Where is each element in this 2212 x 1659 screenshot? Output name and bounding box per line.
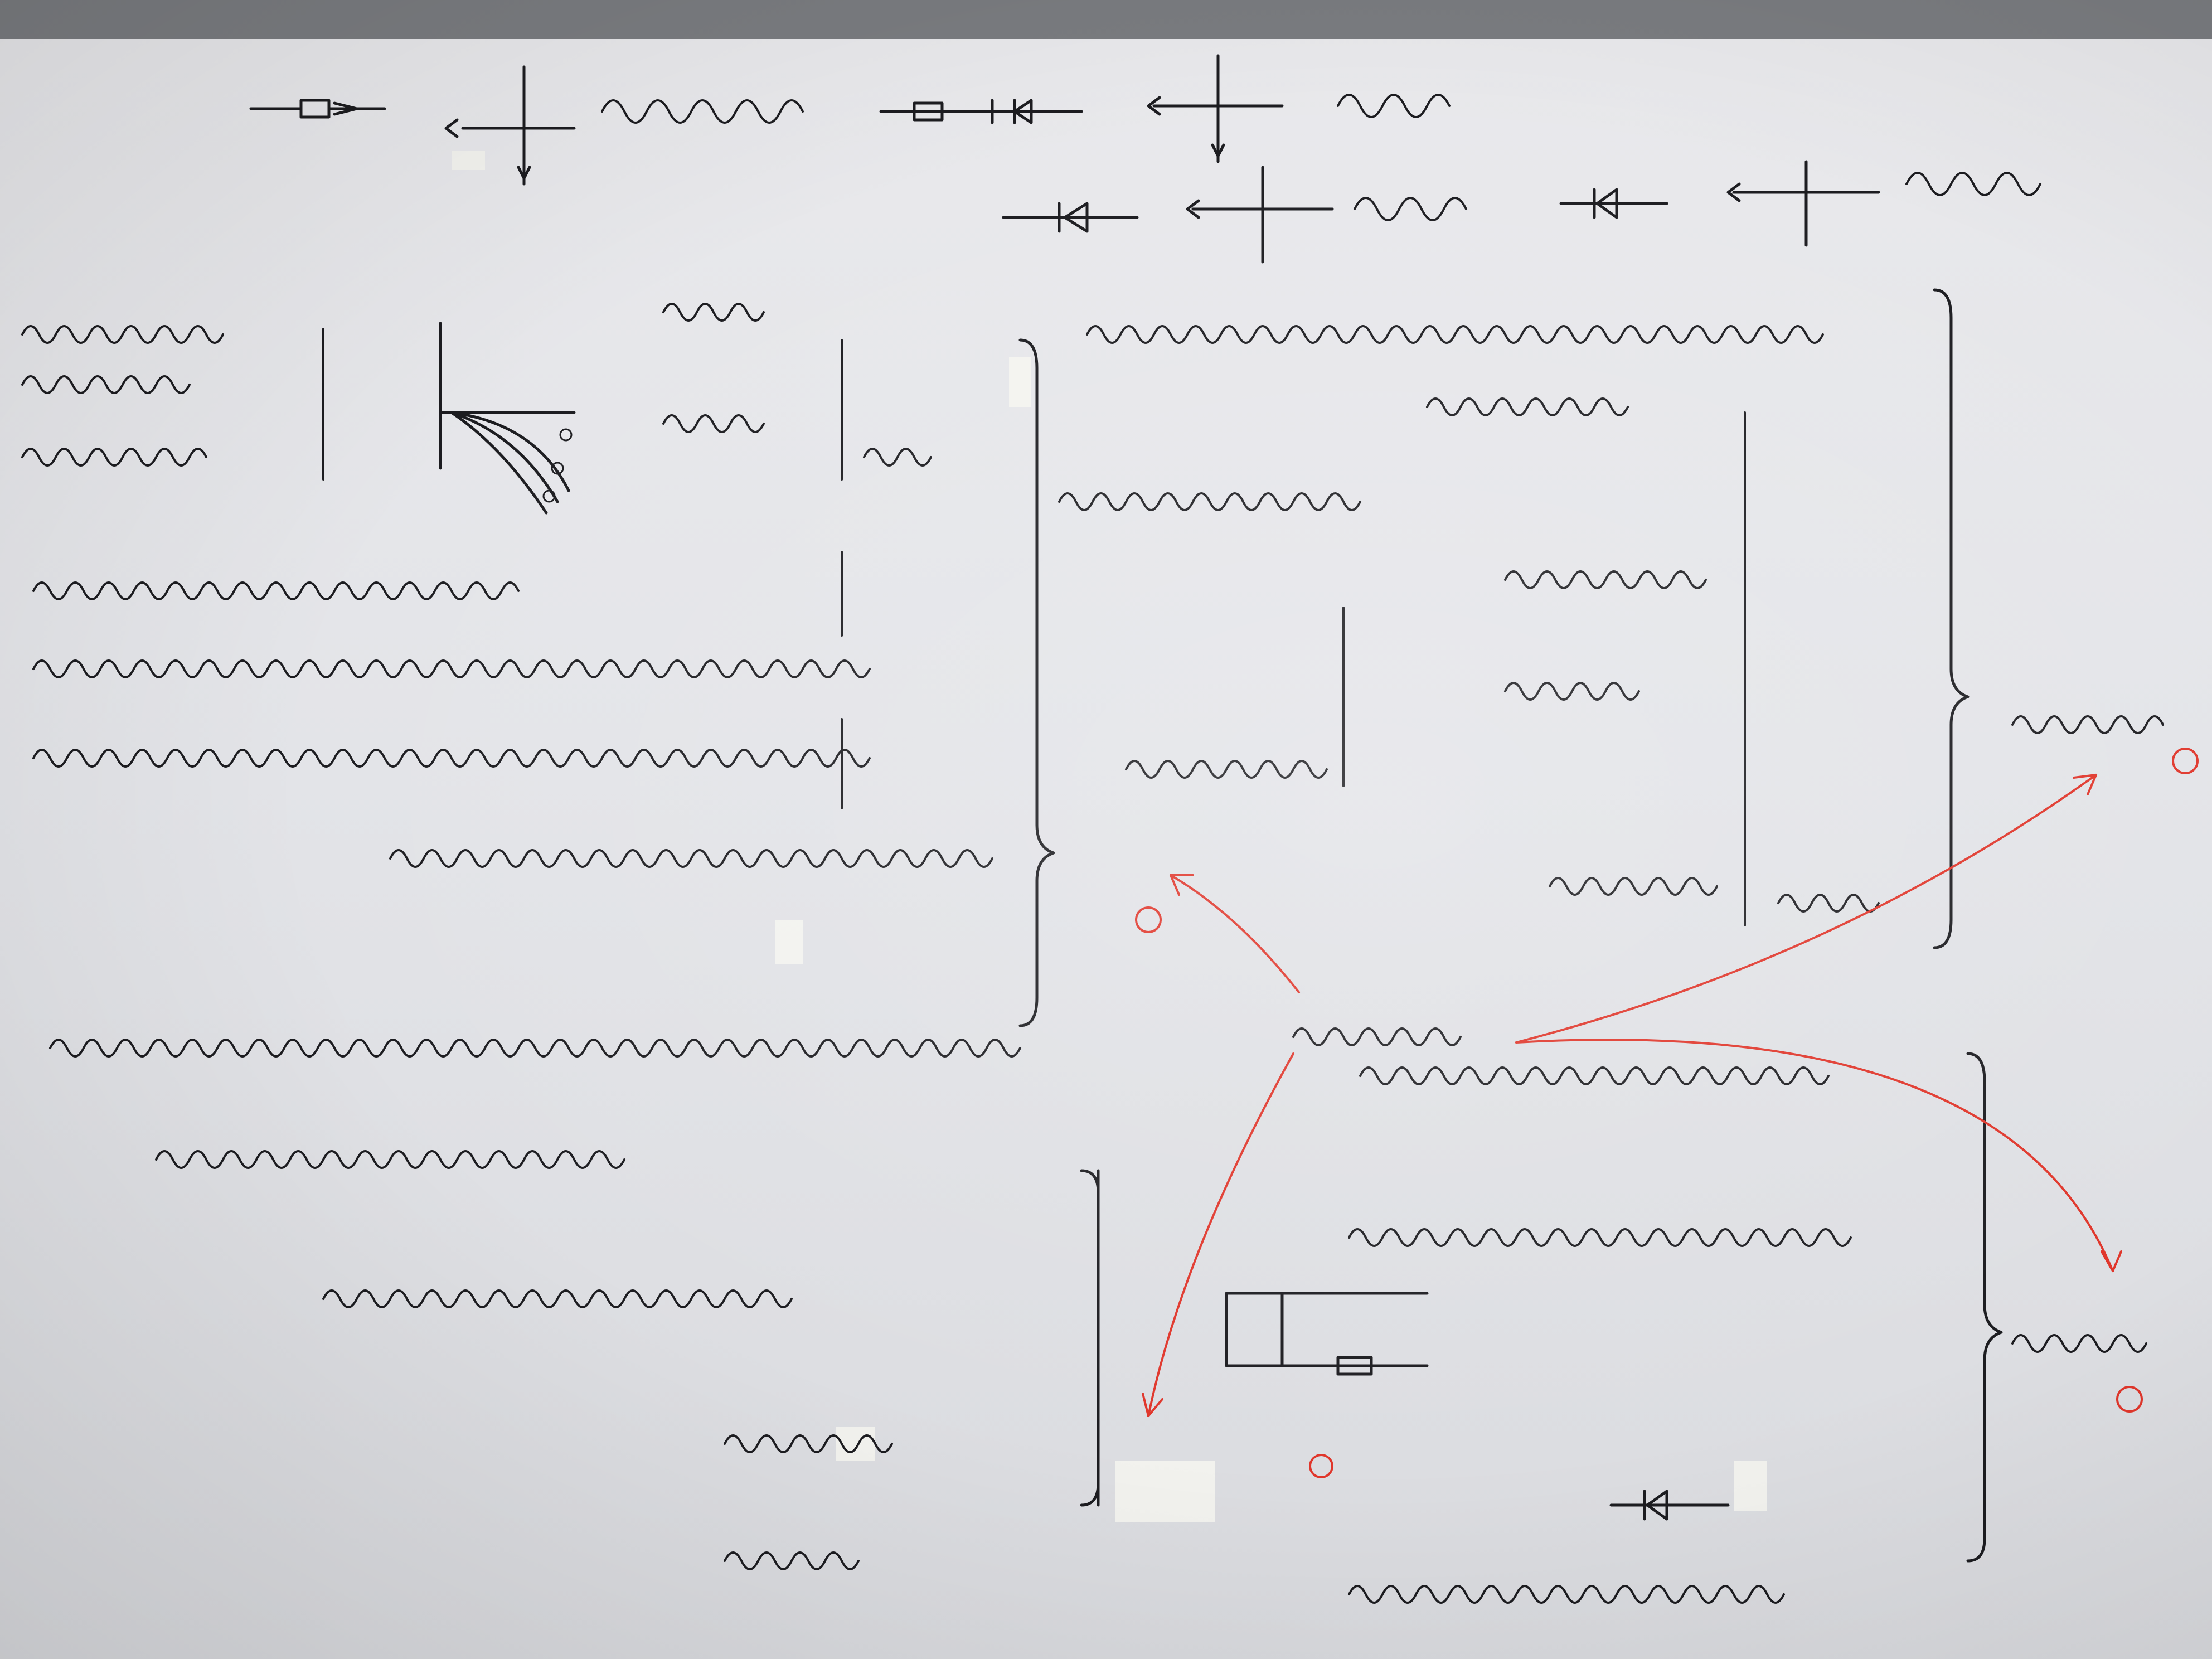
arrow-to-diode [1516,775,2096,1042]
arrow-to-pn-junction [1171,875,1299,992]
red-annotations [1136,749,2198,1477]
handwritten-lines [22,304,2163,1603]
braces [323,290,2001,1561]
curve-sketch [440,323,574,513]
arrow-to-semiconductor [1148,1054,1293,1416]
tape-patches [452,151,1767,1522]
circuit-sketch-bottom [1226,1293,1728,1519]
arrow-to-triode [1516,1040,2113,1271]
circuit-sketches-top [251,56,1879,262]
heading-scribbles-top [602,95,2040,220]
